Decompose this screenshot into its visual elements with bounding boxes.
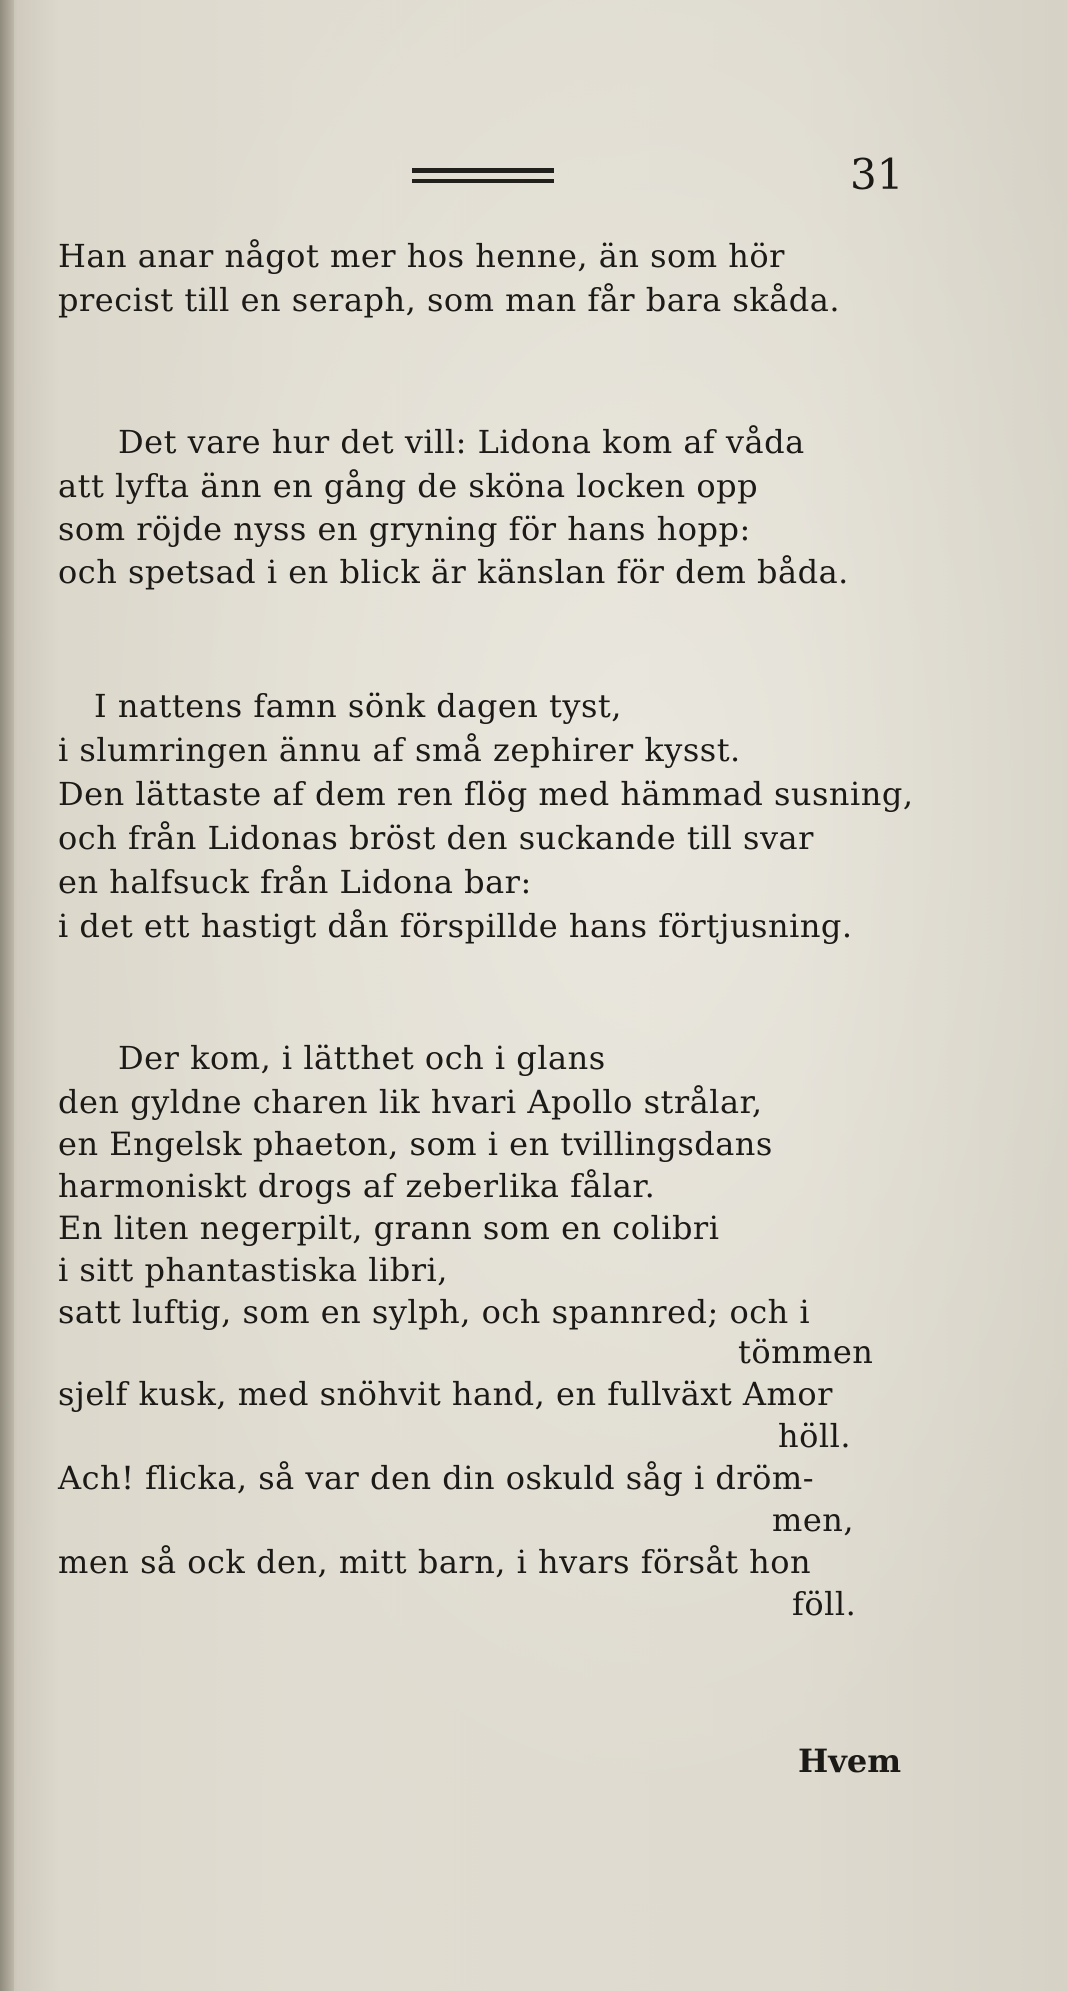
- stanza-4-line-14: föll.: [792, 1585, 857, 1623]
- stanza-4-line-2: den gyldne charen lik hvari Apollo strålar,: [58, 1083, 763, 1121]
- stanza-4-line-7: satt luftig, som en sylph, och spannred; och i: [58, 1293, 811, 1331]
- stanza-4-line-3: en Engelsk phaeton, som i en tvillingsdans: [58, 1125, 773, 1163]
- stanza-2-line-1: Det vare hur det vill: Lidona kom af våda: [118, 423, 805, 461]
- stanza-4-line-12: men,: [772, 1501, 855, 1539]
- stanza-1-line-1: Han anar något mer hos henne, än som hör: [58, 237, 785, 275]
- stanza-3-line-6: i det ett hastigt dån förspillde hans förtjusning.: [58, 907, 853, 945]
- stanza-4-line-11: Ach! flicka, så var den din oskuld såg i dröm-: [58, 1459, 815, 1497]
- header-rule-bottom: [412, 179, 554, 183]
- page-number: 31: [850, 150, 904, 199]
- stanza-4-line-6: i sitt phantastiska libri,: [58, 1251, 448, 1289]
- stanza-4-line-5: En liten negerpilt, grann som en colibri: [58, 1209, 720, 1247]
- stanza-4-line-9: sjelf kusk, med snöhvit hand, en fullväxt Amor: [58, 1375, 833, 1413]
- header-rule-top: [412, 168, 554, 173]
- stanza-4-line-13: men så ock den, mitt barn, i hvars försåt hon: [58, 1543, 812, 1581]
- stanza-3-line-1: I nattens famn sönk dagen tyst,: [94, 687, 622, 725]
- stanza-2-line-4: och spetsad i en blick är känslan för dem båda.: [58, 553, 849, 591]
- binding-edge: [0, 0, 14, 1991]
- stanza-3-line-5: en halfsuck från Lidona bar:: [58, 863, 532, 901]
- stanza-4-line-1: Der kom, i lätthet och i glans: [118, 1039, 606, 1077]
- stanza-1-line-2: precist till en seraph, som man får bara skåda.: [58, 281, 840, 319]
- stanza-3-line-2: i slumringen ännu af små zephirer kysst.: [58, 731, 741, 769]
- catchword: Hvem: [798, 1742, 902, 1780]
- stanza-4-line-8: tömmen: [738, 1333, 874, 1371]
- stanza-4-line-10: höll.: [778, 1417, 852, 1455]
- header-rule: [412, 168, 554, 186]
- stanza-4-line-4: harmoniskt drogs af zeberlika fålar.: [58, 1167, 656, 1205]
- stanza-2-line-3: som röjde nyss en gryning för hans hopp:: [58, 510, 751, 548]
- stanza-3-line-3: Den lättaste af dem ren flög med hämmad susning,: [58, 775, 914, 813]
- stanza-3-line-4: och från Lidonas bröst den suckande till svar: [58, 819, 814, 857]
- stanza-2-line-2: att lyfta änn en gång de sköna locken opp: [58, 467, 759, 505]
